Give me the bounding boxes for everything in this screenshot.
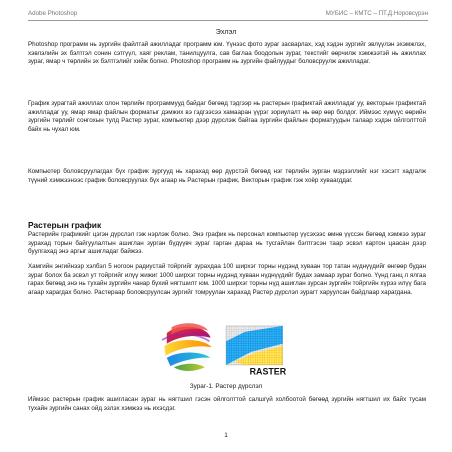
section-heading: Растерын график [28, 220, 102, 230]
swirl-sphere-icon [162, 322, 212, 372]
paragraph-raster-definition: Растерийн графикийг цэгэн дүрслэл гэж нэрлэж болно. Энэ график нь персонал компьютер үүсэхээс өмнө үүссэн бөгөөд хэмжээ зураг зурахад торын байгуулалтын ашиглан зурган бүдүүвч зураг гарган дараа нь тусгайлан бэлтгэсэн таар эсвэл картон цаасан дээр буулгахад энэ аргыг ашигладаг байжээ. [28, 231, 426, 256]
page-header [28, 10, 428, 20]
figure-caption: Зураг-1. Растер дүрслэл [189, 383, 263, 390]
paragraph-resolution: Иймээс растерын график ашигласан зураг нь нягтшил гэсэн ойлголттой салшгүй холбоотой бөгөөд зургийн нягтшил их байх тусам тухайн зургийн санах ойд эзлэх хэмжээ нь ихэсдэг. [28, 396, 426, 412]
pixel-grid-icon [226, 326, 283, 365]
header-right-text: МУБИС – КМТС – ПТ.Д.Норовсүрэн [325, 10, 428, 17]
paragraph-graphics-programs: График зурагтай ажиллах олон төрлийн программууд байдаг бөгөөд тэдгээр нь растерын графиктай ажилладаг уу, векторын графиктай ажилладаг уу, ямар ямар файлын форматыг дэмжих вэ гэдгээсээ хамааран үүрэг зориулалт нь өөр өөр болдог. Иймээс хүмүүс өөрийн зургийн төрлийг сонгохын тулд Растер зураг, компьютер дээр дүрслэж байгаа зургийн файлын форматуудын талаар хэдэн ойлголттой байх нь чухал юм. [28, 100, 426, 133]
document-title: Эхлэл [215, 27, 237, 36]
paragraph-grid-example: Хамгийн энгийнээр хэлбэл 5 ногоон радиустай тойргийг зурахдаа 100 ширхэг торны нүдэнд хуваан тор татан нүднүүдийг өнгөөр будан зураг болох ба эсвэл ут тойргийг илүү жижиг 1000 ширхэг торны нүдэнд хуваан нүднүүдийг будах замаар зураг болно. Үүнд ганц л ялгаа гарах бөгөөд энэ нь тухайн зургийн чанар бүхий нягтшилт юм. 1000 ширхэг торны нүд ашиглан зурсан зургийн тойргийн хүрээ илүү бага агаар харагдах болно. Растераар боловсруулсан зургийг томруулан харахад Растер дүрслэл зурагт харуулсан байдлаар харагдана. [28, 263, 426, 296]
page-number: 1 [224, 432, 228, 439]
raster-illustration [156, 320, 296, 378]
raster-label: RASTER [249, 366, 287, 377]
header-left-text: Adobe Photoshop [28, 10, 78, 17]
paragraph-intro: Photoshop программ нь зургийн файлтай ажилладаг программ юм. Үүнээс фото зураг засварлах, хэд хэдэн зургийг эвлүүлэн эхэмжлэх, хэвлэлийн эх бэлтгэл сонин сэтгүүл, хаяг реклам, танилцуулга, сав баглаа боодолын зураг, текстийг өөрчилж хэмжээтэй нь ажиллах зураг, ямар ч төрлийн эх бэлтгэлийг хийж болно. Photoshop программ нь зургийн файлуудыг боловсруулж ажилладаг. [28, 41, 426, 66]
header-rule [28, 20, 428, 21]
paragraph-classification: Компьютер боловсруулагдах бүх график зургууд нь харахад өөр дүрстэй бөгөөд нэг төрлийн зурган мэдээллийг нэг хэсэгт хадгалж түүний хэмжээнээс график боловсруулах бүх агаар нь Растерын график, Векторын график гэж хоёр хуваагддаг. [28, 168, 426, 184]
raster-figure [156, 320, 296, 378]
